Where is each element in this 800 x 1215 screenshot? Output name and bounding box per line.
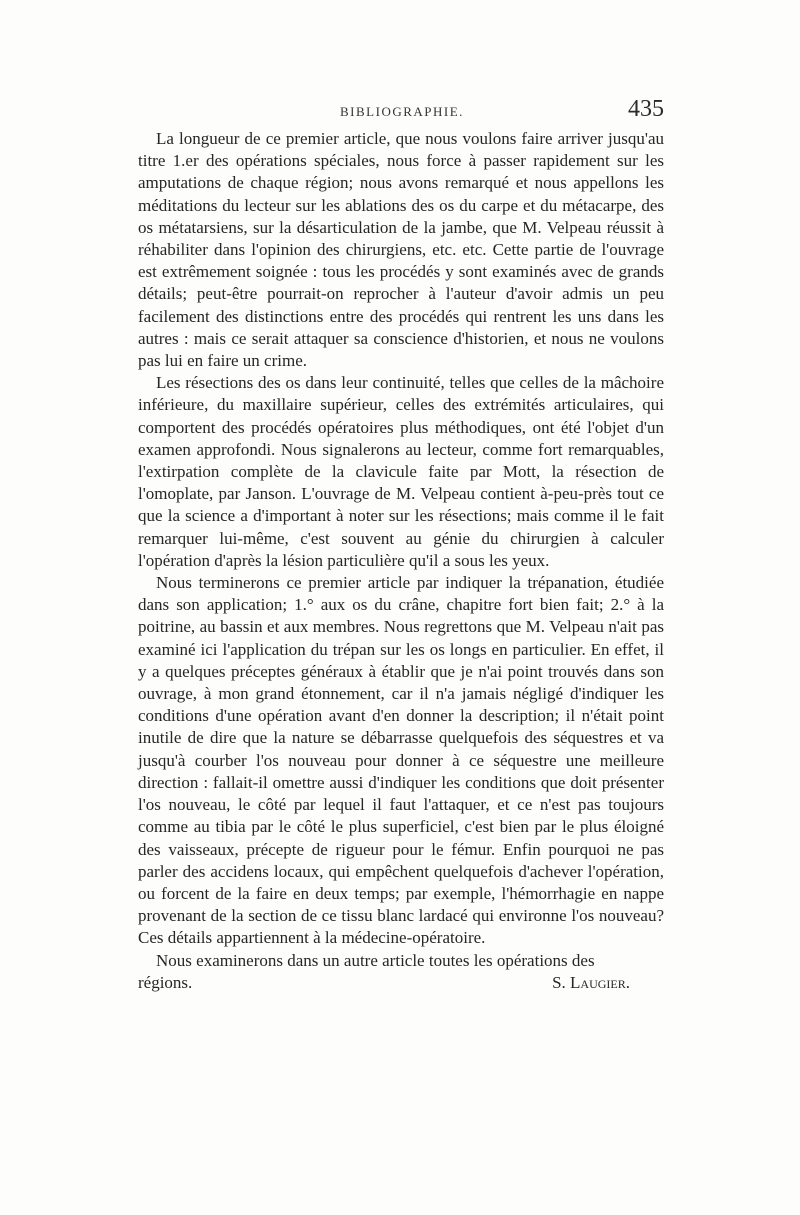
paragraph-amputations: La longueur de ce premier article, que nous voulons faire arriver jusqu'au titre 1.er des opérations spéciales, nous force à passer rapidement sur les amputations de chaque région; nous avons remarqué et nous appellons les méditations du lecteur sur les ablations des os du carpe et du métacarpe, des os métatarsiens, sur la désarticulation de la jambe, que M. Velpeau réussit à réhabiliter dans l'opinion des chirurgiens, etc. etc. Cette partie de l'ouvrage est extrêmement soignée : tous les procédés y sont examinés avec de grands détails; peut-être pourrait-on reprocher à l'auteur d'avoir admis un peu facilement des distinctions entre des procédés qui rentrent les uns dans les autres : mais ce serait attaquer sa conscience d'historien, et nous ne voulons pas lui en faire un crime.: [138, 129, 664, 371]
closing-word: régions.: [138, 972, 193, 992]
page-number: 435: [628, 96, 664, 122]
article-text: [138, 128, 664, 994]
author-signature: S. Laugier.: [552, 972, 630, 992]
running-title: BIBLIOGRAPHIE.: [340, 104, 464, 119]
signature-line: [138, 972, 664, 994]
paragraph-resections: Les résections des os dans leur continuité, telles que celles de la mâchoire inférieure, du maxillaire supérieur, celles des extrémités articulaires, qui comportent des procédés opératoires plus méthodiques, ont été l'objet d'un examen approfondi. Nous signalerons au lecteur, comme fort remarquables, l'extirpation complète de la clavicule faite par Mott, la résection de l'omoplate, par Janson. L'ouvrage de M. Velpeau contient à-peu-près tout ce que la science a d'important à noter sur les résections; mais comme il le fait remarquer lui-même, c'est souvent au génie du chirurgien à calculer l'opération d'après la lésion particulière qu'il a sous les yeux.: [138, 373, 664, 570]
paragraph-closing: Nous examinerons dans un autre article toutes les opérations des: [156, 950, 595, 970]
running-head: [138, 98, 664, 128]
paragraph-trepanation: Nous terminerons ce premier article par indiquer la trépanation, étudiée dans son application; 1.° aux os du crâne, chapitre fort bien fait; 2.° à la poitrine, au bassin et aux membres. Nous regrettons que M. Velpeau n'ait pas examiné ici l'application du trépan sur les os longs en particulier. En effet, il y a quelques préceptes généraux à établir que je n'ai point trouvés dans son ouvrage, à mon grand étonnement, car il n'a jamais négligé d'indiquer les conditions d'une opération avant d'en donner la description; il n'était point inutile de dire que la nature se débarrasse quelquefois des séquestres et va jusqu'à courber l'os nouveau pour donner à ce séquestre une meilleure direction : fallait-il omettre aussi d'indiquer les conditions que doit présenter l'os nouveau, le côté par lequel il faut l'attaquer, et ce n'est pas toujours comme au tibia par le côté le plus superficiel, c'est bien par le plus éloigné des vaisseaux, précepte de rigueur pour le fémur. Enfin pourquoi ne pas parler des accidens locaux, qui empêchent quelquefois d'achever l'opération, ou forcent de la faire en deux temps; par exemple, l'hémorrhagie en nappe provenant de la section de ce tissu blanc lardacé qui environne l'os nouveau? Ces détails appartiennent à la médecine-opératoire.: [138, 573, 664, 948]
